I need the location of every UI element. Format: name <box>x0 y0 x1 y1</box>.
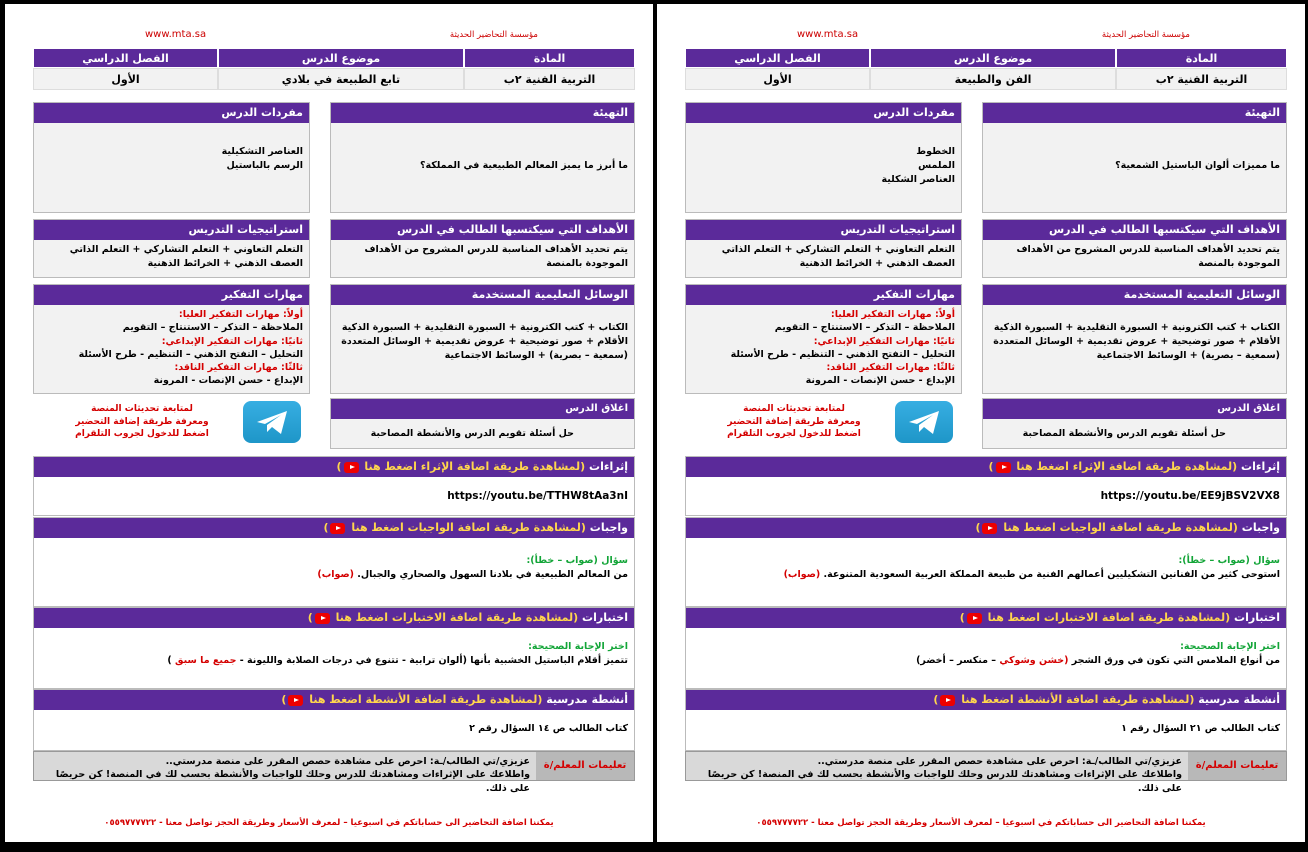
topic-value: الفن والطبيعة <box>870 68 1116 90</box>
tests-header <box>34 608 634 628</box>
thinking-heading: أولاً: مهارات التفكير العليا: <box>178 309 303 320</box>
homework-card <box>33 517 635 607</box>
enrich-howto-link[interactable]: (لمشاهدة طريقة اضافة الإثراء اضغط هنا ) <box>336 460 586 473</box>
promo-line: لمتابعة تحديثات المنصة <box>743 404 845 414</box>
subject-value: التربية الفنية ٢ب <box>464 68 635 90</box>
thinking-title: مهارات التفكير <box>34 285 309 305</box>
tests-card <box>685 607 1287 689</box>
activities-card <box>685 689 1287 751</box>
tests-howto-link[interactable]: (لمشاهدة طريقة اضافة الاختبارات اضغط هنا ) <box>959 611 1231 624</box>
homework-title: واجبات <box>1241 521 1280 534</box>
thinking-heading: ثانيًا: مهارات التفكير الإبداعي: <box>161 335 303 347</box>
subject-value: التربية الفنية ٢ب <box>1116 68 1287 90</box>
goals-text: يتم تحديد الأهداف المناسبة للدرس المشروح من الأهداف الموجودة بالمنصة <box>983 240 1286 277</box>
lesson-page <box>657 4 1305 842</box>
activities-text: كتاب الطالب ص ٢١ السؤال رقم ١ <box>686 710 1286 750</box>
youtube-icon[interactable] <box>315 613 330 624</box>
topic-label: موضوع الدرس <box>870 48 1116 68</box>
tests-body <box>686 628 1286 688</box>
thinking-heading: ثالثًا: مهارات التفكير الناقد: <box>174 362 303 374</box>
activities-howto-link[interactable]: (لمشاهدة طريقة اضافة الأنشطة اضغط هنا ) <box>933 693 1195 706</box>
media-title: الوسائل التعليمية المستخدمة <box>331 285 634 305</box>
tests-body <box>34 628 634 688</box>
goals-text: يتم تحديد الأهداف المناسبة للدرس المشروح من الأهداف الموجودة بالمنصة <box>331 240 634 277</box>
closing-text: حل أسئلة تقويم الدرس والأنشطة المصاحبة <box>983 419 1286 448</box>
enrich-title: إثراءات <box>1241 460 1280 473</box>
youtube-icon[interactable] <box>344 462 359 473</box>
thinking-heading: ثالثًا: مهارات التفكير الناقد: <box>826 362 955 374</box>
footer-note: يمكننا اضافة التحاضير الى حساباتكم في اسبوعيا – لمعرف الأسعار وطريقة الحجز تواصل معنا - ٠٥٥٩٧٧٧٧٢٢ <box>104 818 554 828</box>
thinking-line: الملاحظة – التذكر – الاستنتاج – التقويم <box>774 322 955 334</box>
activities-header <box>34 690 634 710</box>
promo-line: لمتابعة تحديثات المنصة <box>91 404 193 414</box>
vocab-list <box>34 123 309 212</box>
enrich-header <box>686 457 1286 477</box>
youtube-icon[interactable] <box>996 462 1011 473</box>
semester-label: الفصل الدراسي <box>33 48 218 68</box>
promo-line: اضغط للدخول لجروب التلقرام <box>75 429 209 440</box>
tests-title: اختبارات <box>582 611 628 624</box>
enrich-url[interactable]: https://youtu.be/EE9jBSV2VX8 <box>1100 490 1280 502</box>
media-text: الكتاب + كتب الكترونية + السبورة التقليدية + السبورة الذكية الأقلام + صور توضيحية + عروض تقديمية + الوسائل المتعددة (سمعية – بصرية) + الوسائط الاجتماعية <box>983 305 1286 393</box>
youtube-icon[interactable] <box>288 695 303 706</box>
topic-value: تابع الطبيعة في بلادي <box>218 68 464 90</box>
activities-howto-link[interactable]: (لمشاهدة طريقة اضافة الأنشطة اضغط هنا ) <box>281 693 543 706</box>
activities-card <box>33 689 635 751</box>
tests-answer: (خشن وشوكي <box>999 654 1069 666</box>
brand-name: مؤسسة التحاضير الحديثة <box>449 30 538 40</box>
strategies-card <box>33 219 310 278</box>
thinking-heading: أولاً: مهارات التفكير العليا: <box>830 309 955 320</box>
topic-label: موضوع الدرس <box>218 48 464 68</box>
tests-question-label: اختر الإجابة الصحيحة: <box>528 641 628 652</box>
homework-title: واجبات <box>589 521 628 534</box>
promo-line: اضغط للدخول لجروب التلقرام <box>727 429 861 440</box>
teacher-line: واطلاعك على الإثراءات ومشاهدتك للدرس وحلك للواجبات والأنشطة بحسب لك في المنصة! كن حريصًا على ذلك. <box>55 769 530 794</box>
enrich-body <box>34 477 634 515</box>
homework-question: استوحى كثير من الفنانين التشكيليين أعمالهم الفنية من طبيعة المملكة العربية السعودية المتنوعة. (صواب) <box>783 568 1280 580</box>
thinking-line: التحليل – التفتح الذهني – التنظيم - طرح الأسئلة <box>730 348 955 360</box>
thinking-body <box>34 305 309 393</box>
activities-header <box>686 690 1286 710</box>
closing-card <box>982 398 1287 449</box>
homework-header <box>34 518 634 538</box>
telegram-icon[interactable] <box>895 401 953 443</box>
vocab-title: مفردات الدرس <box>686 103 961 123</box>
closing-title: اغلاق الدرس <box>983 399 1286 419</box>
enrich-howto-link[interactable]: (لمشاهدة طريقة اضافة الإثراء اضغط هنا ) <box>988 460 1238 473</box>
warmup-title: التهيئة <box>983 103 1286 123</box>
homework-question: من المعالم الطبيعية في بلادنا السهول والصحاري والجبال. (صواب) <box>317 568 628 580</box>
teacher-instructions <box>33 751 635 794</box>
vocab-card <box>33 102 310 213</box>
vocab-item: العناصر الشكلية <box>881 173 955 185</box>
activities-title: أنشطة مدرسية <box>546 693 628 706</box>
media-title: الوسائل التعليمية المستخدمة <box>983 285 1286 305</box>
homework-question-label: سؤال (صواب – خطأ): <box>526 555 628 566</box>
homework-header <box>686 518 1286 538</box>
telegram-promo[interactable] <box>67 403 217 441</box>
strategies-title: استراتيجيات التدريس <box>686 220 961 240</box>
info-table <box>685 48 1287 90</box>
closing-card <box>330 398 635 449</box>
subject-label: المادة <box>464 48 635 68</box>
brand-name: مؤسسة التحاضير الحديثة <box>1101 30 1190 40</box>
thinking-line: الإبداع - حسن الإنصات - المرونة <box>153 375 303 387</box>
telegram-promo[interactable] <box>719 403 869 441</box>
teacher-label: تعليمات المعلم/ة <box>536 752 634 780</box>
media-card <box>330 284 635 394</box>
teacher-text <box>34 752 536 794</box>
homework-answer: (صواب) <box>317 568 354 580</box>
thinking-title: مهارات التفكير <box>686 285 961 305</box>
closing-text: حل أسئلة تقويم الدرس والأنشطة المصاحبة <box>331 419 634 448</box>
warmup-text: ما مميزات ألوان الباستيل الشمعية؟ <box>983 123 1286 212</box>
tests-howto-link[interactable]: (لمشاهدة طريقة اضافة الاختبارات اضغط هنا ) <box>307 611 579 624</box>
warmup-card <box>330 102 635 213</box>
homework-question-label: سؤال (صواب – خطأ): <box>1178 555 1280 566</box>
enrich-card <box>685 456 1287 516</box>
tests-question: من أنواع الملامس التي تكون في ورق الشجر (خشن وشوكي – منكسر – أخضر) <box>916 654 1280 666</box>
homework-body <box>686 538 1286 606</box>
telegram-icon[interactable] <box>243 401 301 443</box>
vocab-item: العناصر التشكيلية <box>221 146 303 157</box>
goals-title: الأهداف التي سيكتسبها الطالب في الدرس <box>983 220 1286 240</box>
vocab-list <box>686 123 961 212</box>
site-link[interactable]: www.mta.sa <box>797 29 859 40</box>
thinking-card <box>33 284 310 394</box>
teacher-line: عزيزي/تي الطالب/ـة: احرص على مشاهدة حصص المقرر على منصة مدرستي.. <box>165 756 530 767</box>
vocab-title: مفردات الدرس <box>34 103 309 123</box>
thinking-heading: ثانيًا: مهارات التفكير الإبداعي: <box>813 335 955 347</box>
tests-question-label: اختر الإجابة الصحيحة: <box>1180 641 1280 652</box>
enrich-card <box>33 456 635 516</box>
semester-value: الأول <box>685 68 870 90</box>
strategies-title: استراتيجيات التدريس <box>34 220 309 240</box>
enrich-header <box>34 457 634 477</box>
homework-card <box>685 517 1287 607</box>
youtube-icon[interactable] <box>330 523 345 534</box>
semester-label: الفصل الدراسي <box>685 48 870 68</box>
thinking-line: الملاحظة – التذكر – الاستنتاج – التقويم <box>122 322 303 334</box>
homework-body <box>34 538 634 606</box>
thinking-line: الإبداع - حسن الإنصات - المرونة <box>805 375 955 387</box>
footer-note: يمكننا اضافة التحاضير الى حساباتكم في اسبوعيا – لمعرف الأسعار وطريقة الحجز تواصل معنا - ٠٥٥٩٧٧٧٧٢٢ <box>756 818 1206 828</box>
tests-answer: جميع ما سبق <box>175 654 237 666</box>
homework-howto-link[interactable]: (لمشاهدة طريقة اضافة الواجبات اضغط هنا ) <box>975 521 1238 534</box>
warmup-title: التهيئة <box>331 103 634 123</box>
media-card <box>982 284 1287 394</box>
warmup-text: ما أبرز ما يميز المعالم الطبيعية في المملكة؟ <box>331 123 634 212</box>
strategies-text: التعلم التعاوني + التعلم التشاركي + التعلم الذاتي العصف الذهني + الخرائط الذهنية <box>686 240 961 277</box>
enrich-body <box>686 477 1286 515</box>
tests-question: تتميز أقلام الباستيل الخشبية بأنها (ألوان ترابية - تتنوع في درجات الصلابة والليونة - جميع ما سبق ) <box>167 654 628 666</box>
teacher-label: تعليمات المعلم/ة <box>1188 752 1286 780</box>
thinking-card <box>685 284 962 394</box>
homework-answer: (صواب) <box>783 568 821 580</box>
thinking-body <box>686 305 961 393</box>
vocab-item: الملمس <box>918 159 955 171</box>
tests-title: اختبارات <box>1234 611 1280 624</box>
youtube-icon[interactable] <box>940 695 955 706</box>
activities-text: كتاب الطالب ص ١٤ السؤال رقم ٢ <box>34 710 634 750</box>
thinking-line: التحليل – التفتح الذهني – التنظيم - طرح الأسئلة <box>78 348 303 360</box>
tests-options-rest: ) <box>167 654 172 666</box>
enrich-title: إثراءات <box>589 460 628 473</box>
site-link[interactable]: www.mta.sa <box>145 29 207 40</box>
vocab-card <box>685 102 962 213</box>
warmup-card <box>982 102 1287 213</box>
teacher-text <box>686 752 1188 794</box>
semester-value: الأول <box>33 68 218 90</box>
goals-card <box>982 219 1287 278</box>
strategies-card <box>685 219 962 278</box>
youtube-icon[interactable] <box>982 523 997 534</box>
promo-line: ومعرفة طريقة إضافة التحضير <box>727 416 861 427</box>
teacher-instructions <box>685 751 1287 794</box>
tests-card <box>33 607 635 689</box>
teacher-line: واطلاعك على الإثراءات ومشاهدتك للدرس وحلك للواجبات والأنشطة بحسب لك في المنصة! كن حريصًا على ذلك. <box>707 769 1182 794</box>
goals-title: الأهداف التي سيكتسبها الطالب في الدرس <box>331 220 634 240</box>
strategies-text: التعلم التعاوني + التعلم التشاركي + التعلم الذاتي العصف الذهني + الخرائط الذهنية <box>34 240 309 277</box>
youtube-icon[interactable] <box>967 613 982 624</box>
tests-header <box>686 608 1286 628</box>
homework-howto-link[interactable]: (لمشاهدة طريقة اضافة الواجبات اضغط هنا ) <box>323 521 586 534</box>
tests-options-rest: – منكسر – أخضر) <box>916 654 997 666</box>
teacher-line: عزيزي/تي الطالب/ـة: احرص على مشاهدة حصص المقرر على منصة مدرستي.. <box>817 756 1182 767</box>
closing-title: اغلاق الدرس <box>331 399 634 419</box>
enrich-url[interactable]: https://youtu.be/TTHW8tAa3nI <box>447 490 628 502</box>
info-table <box>33 48 635 90</box>
vocab-item: الخطوط <box>916 146 955 157</box>
media-text: الكتاب + كتب الكترونية + السبورة التقليدية + السبورة الذكية الأقلام + صور توضيحية + عروض تقديمية + الوسائل المتعددة (سمعية – بصرية) + الوسائط الاجتماعية <box>331 305 634 393</box>
subject-label: المادة <box>1116 48 1287 68</box>
lesson-page <box>5 4 653 842</box>
promo-line: ومعرفة طريقة إضافة التحضير <box>75 416 209 427</box>
goals-card <box>330 219 635 278</box>
vocab-item: الرسم بالباستيل <box>226 159 303 171</box>
activities-title: أنشطة مدرسية <box>1198 693 1280 706</box>
